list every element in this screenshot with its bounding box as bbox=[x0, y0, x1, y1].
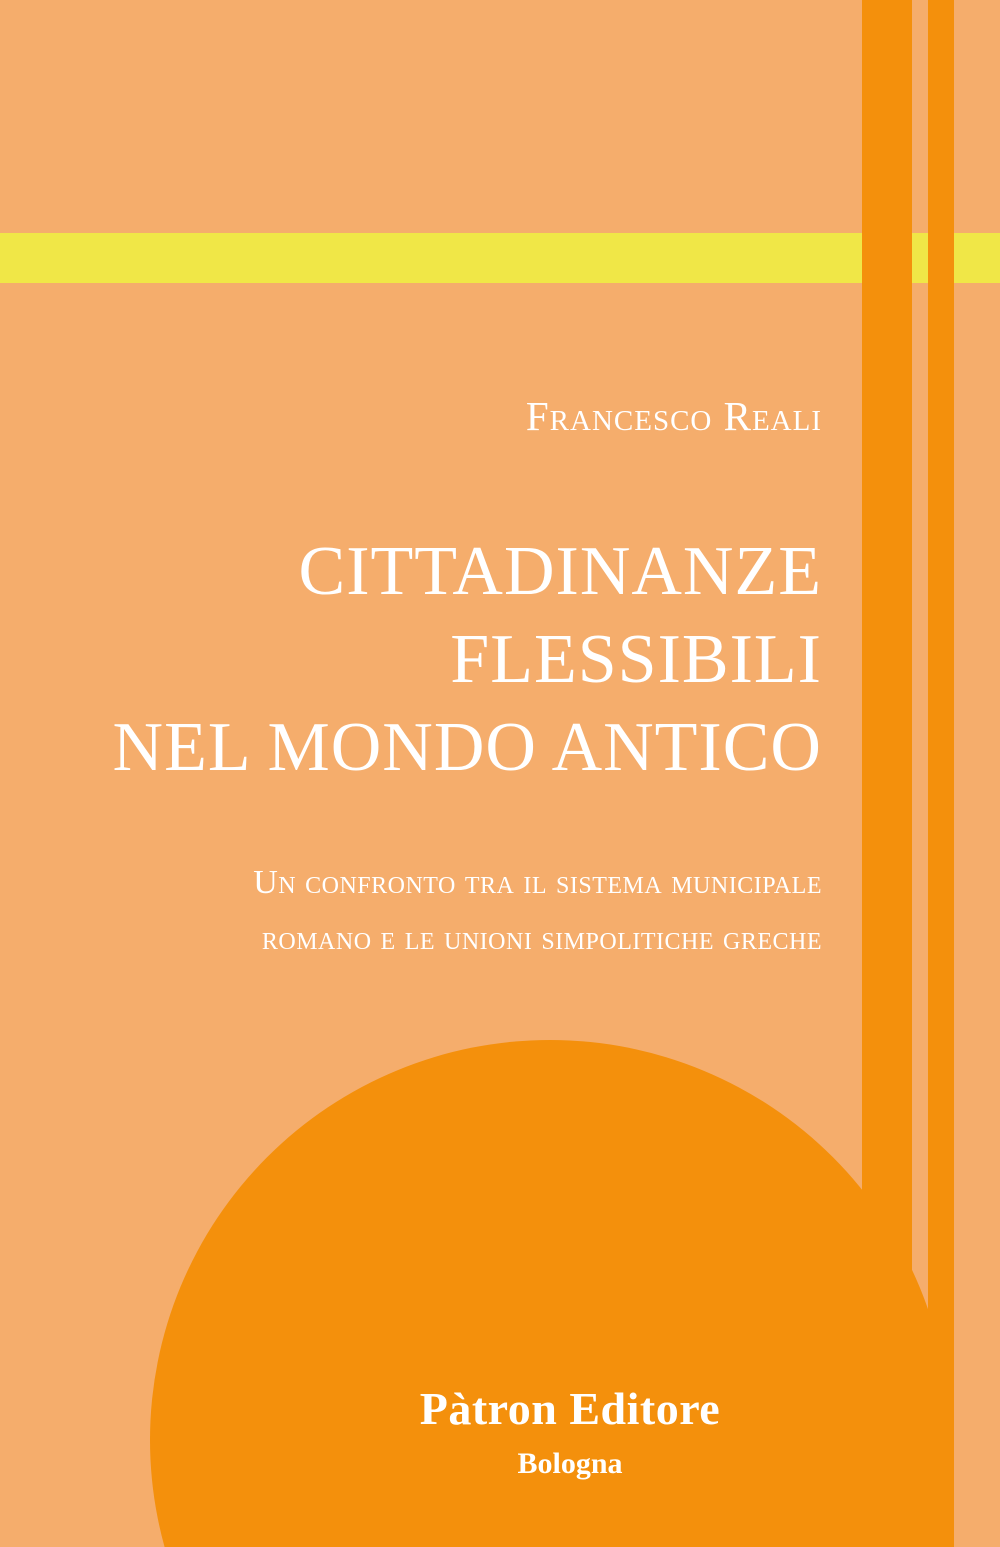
title-line-2: FLESSIBILI bbox=[450, 621, 822, 698]
title-line-3: NEL MONDO ANTICO bbox=[112, 709, 822, 786]
book-title bbox=[113, 528, 822, 792]
book-subtitle bbox=[253, 855, 822, 967]
title-line-1: CITTADINANZE bbox=[298, 533, 822, 610]
subtitle-line-1: Un confronto tra il sistema municipale bbox=[253, 864, 822, 901]
subtitle-line-2: romano e le unioni simpolitiche greche bbox=[261, 920, 822, 957]
publisher-city: Bologna bbox=[517, 1447, 623, 1480]
publisher-name: Pàtron Editore bbox=[419, 1383, 721, 1434]
publisher-block bbox=[310, 1382, 830, 1486]
author-name: Francesco Reali bbox=[525, 393, 822, 439]
